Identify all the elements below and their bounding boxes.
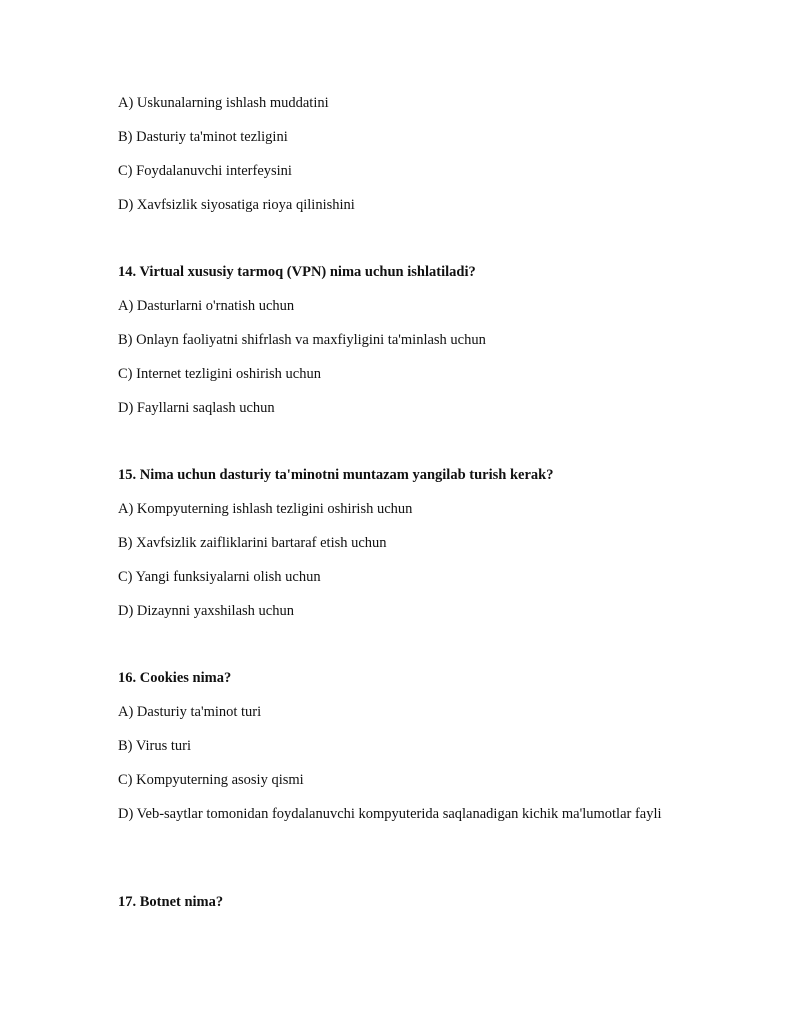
option-b: B) Dasturiy ta'minot tezligini	[118, 129, 288, 145]
question-15-option-b: B) Xavfsizlik zaifliklarini bartaraf etish uchun	[118, 535, 387, 551]
question-17: 17. Botnet nima?	[118, 894, 224, 910]
question-14-option-b: B) Onlayn faoliyatni shifrlash va maxfiyligini ta'minlash uchun	[118, 332, 486, 348]
question-16: 16. Cookies nima?	[118, 670, 232, 686]
question-15-option-a: A) Kompyuterning ishlash tezligini oshirish uchun	[118, 501, 413, 517]
option-c: C) Foydalanuvchi interfeysini	[118, 163, 292, 179]
option-d: D) Xavfsizlik siyosatiga rioya qilinishini	[118, 197, 355, 213]
question-15-option-c: C) Yangi funksiyalarni olish uchun	[118, 569, 321, 585]
question-16-option-a: A) Dasturiy ta'minot turi	[118, 704, 262, 720]
question-15-option-d: D) Dizaynni yaxshilash uchun	[118, 603, 294, 619]
question-14-option-d: D) Fayllarni saqlash uchun	[118, 400, 275, 416]
question-14: 14. Virtual xususiy tarmoq (VPN) nima uchun ishlatiladi?	[118, 264, 476, 280]
option-a: A) Uskunalarning ishlash muddatini	[118, 95, 329, 111]
question-16-option-c: C) Kompyuterning asosiy qismi	[118, 772, 304, 788]
question-14-option-a: A) Dasturlarni o'rnatish uchun	[118, 298, 295, 314]
question-16-option-d: D) Veb-saytlar tomonidan foydalanuvchi kompyuterida saqlanadigan kichik ma'lumotlar fayli	[118, 806, 662, 822]
question-14-option-c: C) Internet tezligini oshirish uchun	[118, 366, 321, 382]
question-15: 15. Nima uchun dasturiy ta'minotni muntazam yangilab turish kerak?	[118, 467, 554, 483]
question-16-option-b: B) Virus turi	[118, 738, 191, 754]
